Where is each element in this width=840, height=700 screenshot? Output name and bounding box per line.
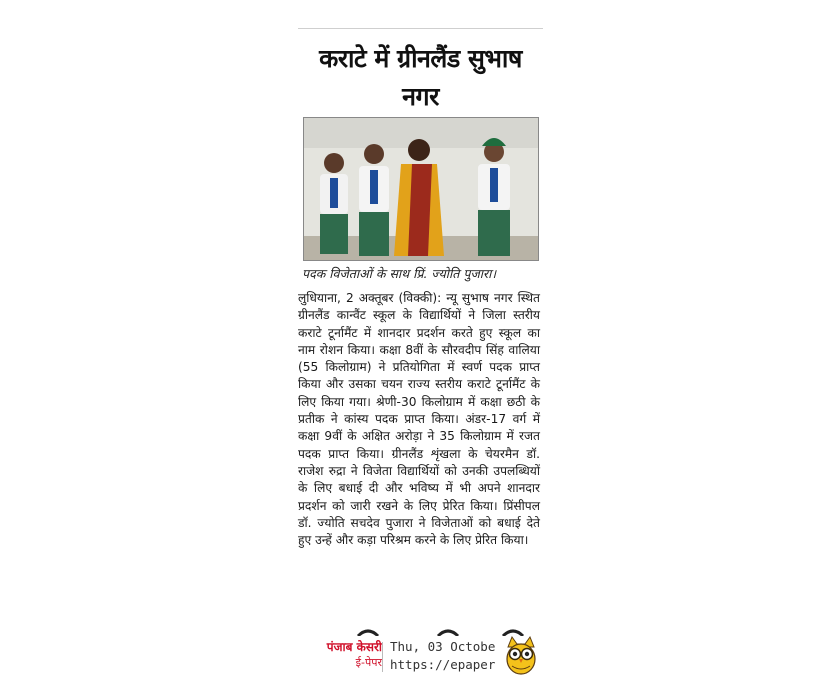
brand-sub: ई-पेपर	[355, 656, 382, 669]
article-body: लुधियाना, 2 अक्तूबर (विक्की): न्यू सुभाष नगर स्थित ग्रीनलैंड कान्वैंट स्कूल के विद्यार्थियों ने जिला स्तरीय कराटे टूर्नामैंट में शानदार प्रदर्शन करते हुए स्कूल का नाम रोशन किया। कक्षा 8वीं के सौरवदीप सिंह वालिया (55 किलोग्राम) ने प्रतियोगिता में स्वर्ण पदक प्राप्त किया और उसका चयन राज्य स्तरीय कराटे टूर्नामैंट के लिए किया गया। श्रेणी-30 किलोग्राम में कक्षा छठी के प्रतीक ने कांस्य पदक प्राप्त किया। अंडर-17 वर्ग में कक्षा 9वीं के अक्षित अरोड़ा ने 35 किलोग्राम में रजत पदक प्राप्त किया। ग्रीनलैंड शृंखला के चेयरमैन डॉ. राजेश रुद्रा ने विजेता विद्यार्थियों को उनकी उपलब्धियों के लिए बधाई दी और भविष्य में भी अपने शानदार प्रदर्शन को जारी रखने के लिए प्रेरित किया। प्रिंसीपल डॉ. ज्योति सचदेव पुजारा ने विजेताओं को बधाई देते हुए उन्हें और कड़ा परिश्रम करने के लिए प्रेरित किया।	[298, 291, 540, 548]
brand-name: पंजाब केसरी	[326, 640, 382, 654]
article-photo	[303, 117, 539, 261]
owl-icon	[504, 635, 538, 675]
photo-caption: पदक विजेताओं के साथ प्रिं. ज्योति पुजारा।	[302, 266, 497, 281]
url-text: https://epaper	[390, 657, 496, 672]
date-text: Thu, 03 Octobe	[390, 639, 496, 654]
brand-logo	[304, 640, 382, 670]
epaper-meta	[390, 638, 495, 674]
headline-line-1: कराटे में ग्रीनलैंड सुभाष नगर	[319, 44, 522, 111]
newspaper-clipping	[298, 28, 543, 700]
epaper-footer	[298, 632, 543, 676]
top-rule	[298, 28, 543, 29]
brand-separator	[382, 642, 383, 672]
